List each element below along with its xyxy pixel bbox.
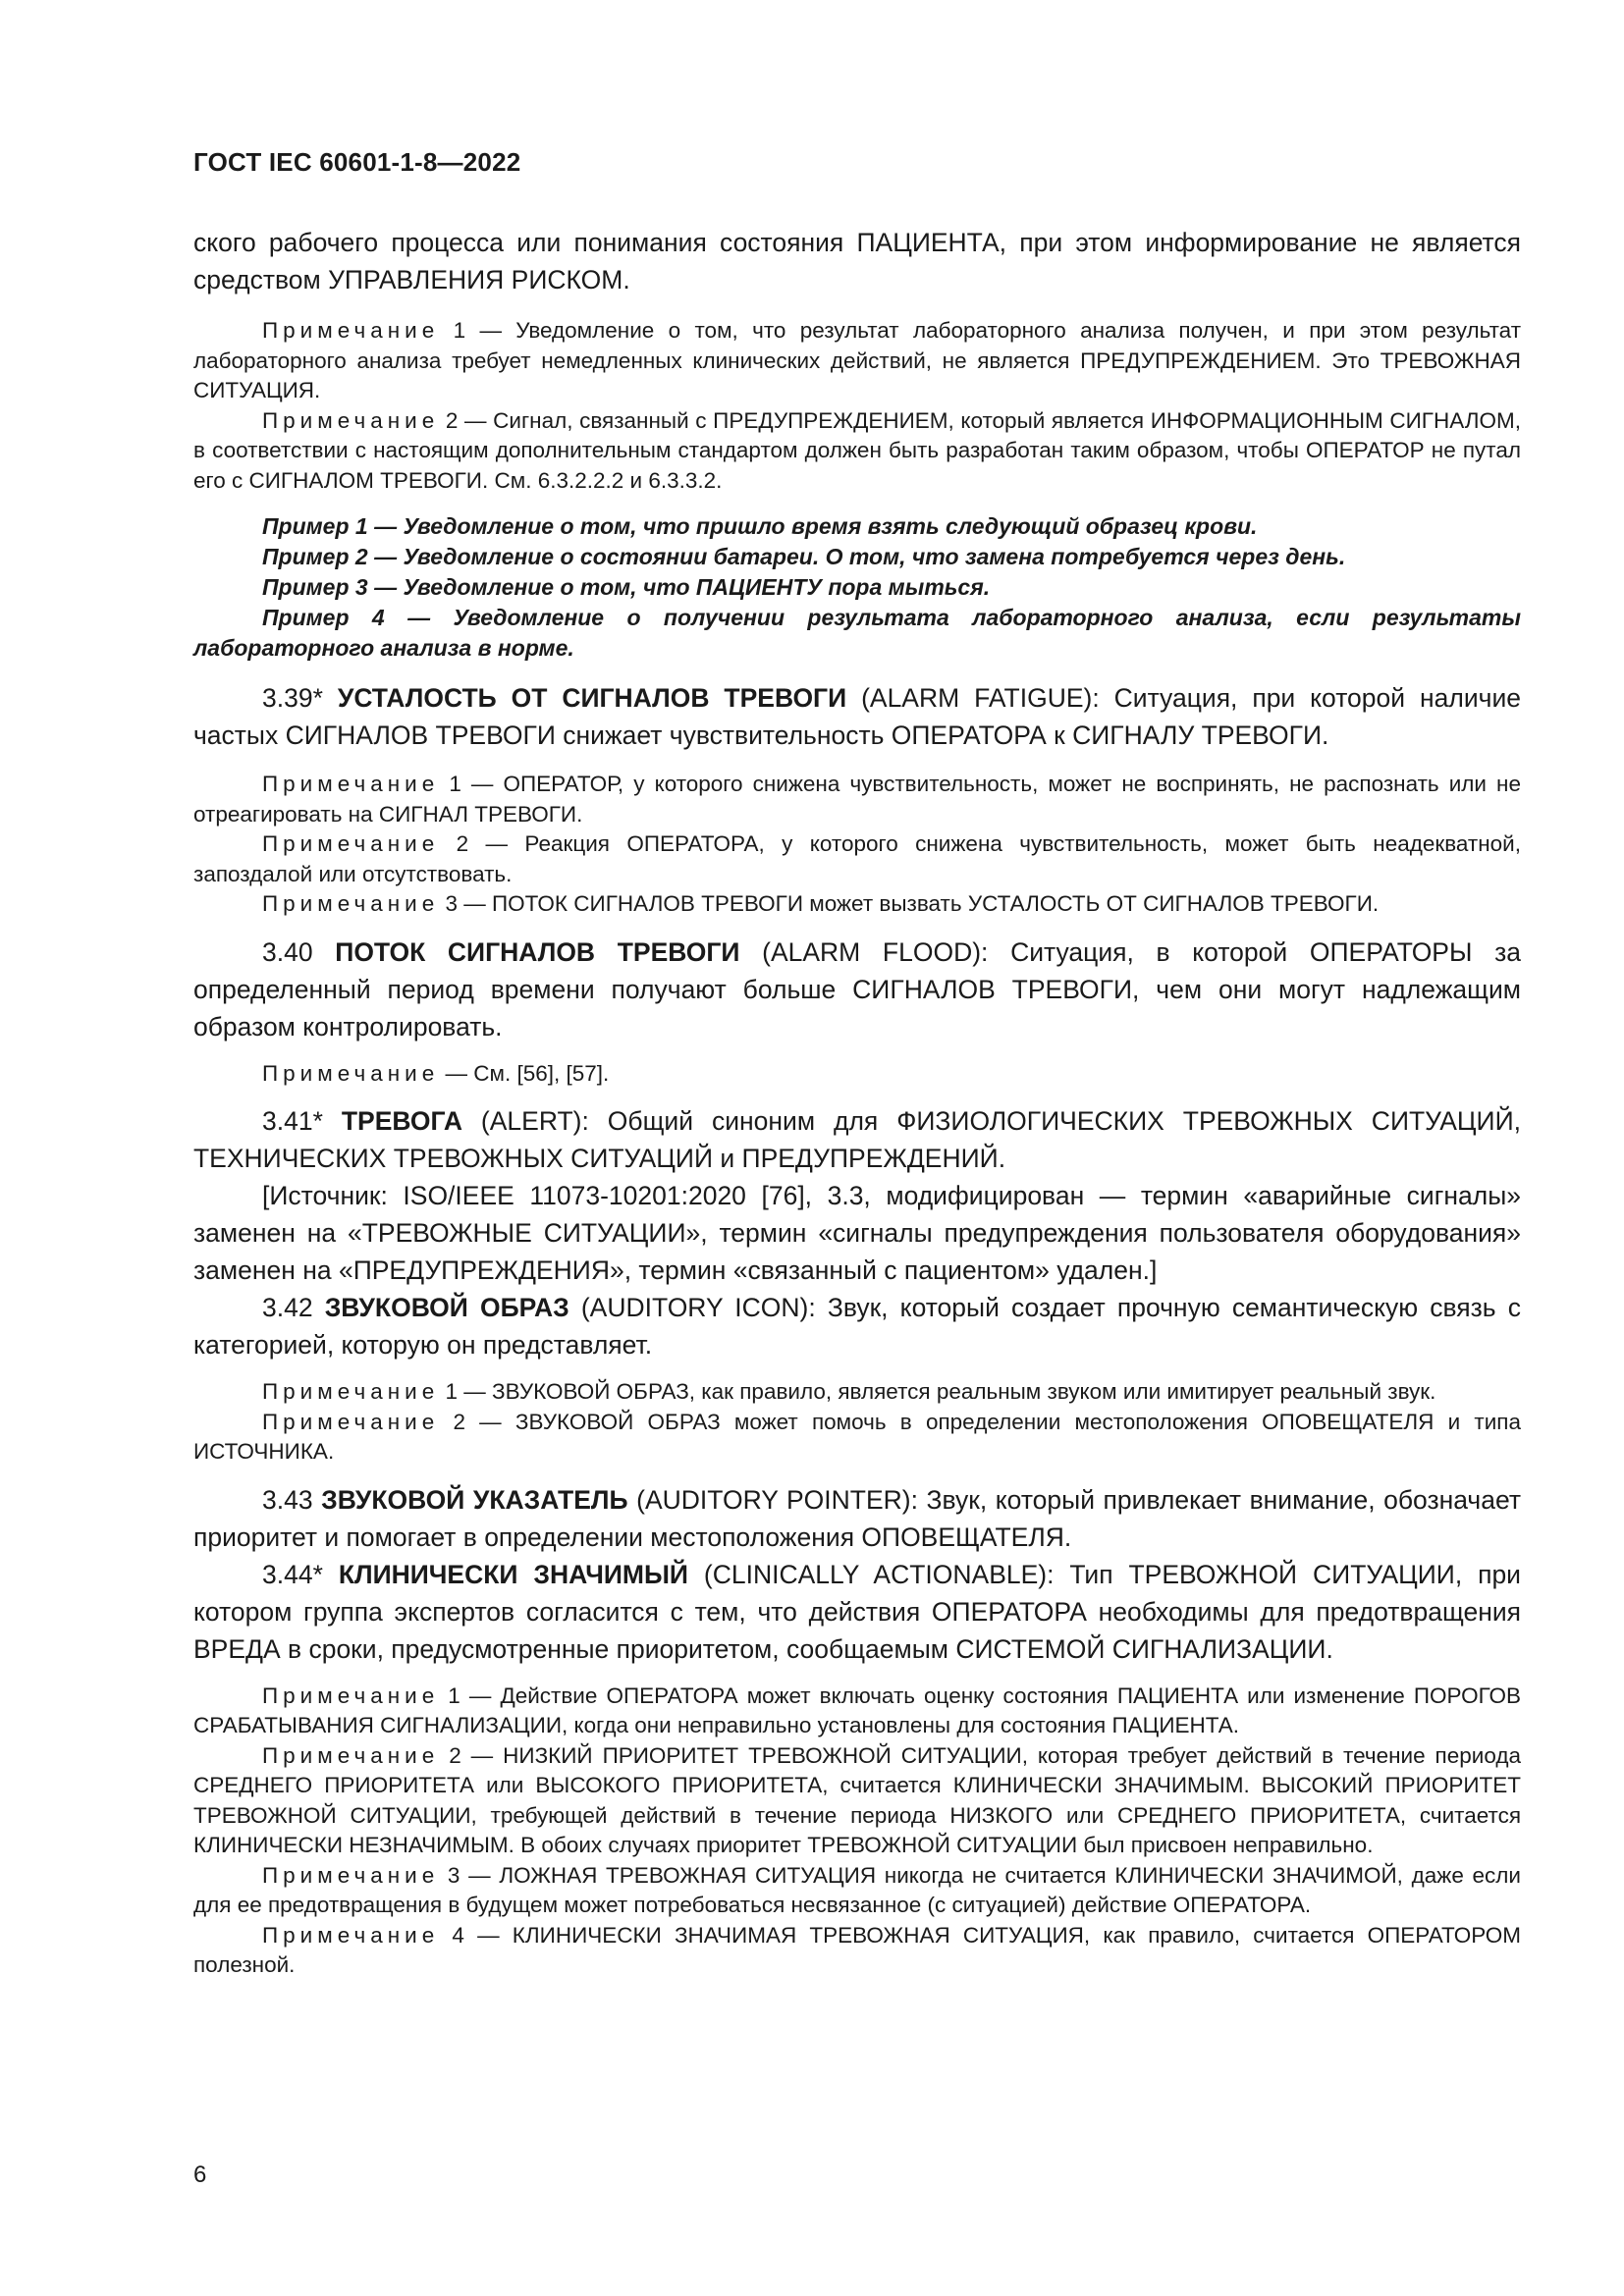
note: [193, 1377, 1521, 1408]
note-label: Примечание: [262, 1742, 440, 1768]
example: Пример 4 — Уведомление о получении результата лабораторного анализа, если результаты лабораторного анализа в норме.: [193, 605, 1521, 661]
note-label: Примечание: [262, 1060, 440, 1086]
note: [193, 770, 1521, 829]
term-number: 3.42: [262, 1293, 325, 1322]
term-text: (CLINICALLY ACTIONABLE): Тип ТРЕВОЖНОЙ СИТУАЦИИ, при котором группа экспертов согласится с тем, что действия ОПЕРАТОРА необходимы для предотвращения ВРЕДА в сроки, предусмотренные приоритетом, сообщаемым СИСТЕМОЙ СИГНАЛИЗАЦИИ.: [193, 1559, 1521, 1664]
note-label: Примечание: [262, 1379, 440, 1404]
term-text: (AUDITORY ICON): Звук, который создает прочную семантическую связь с категорией, которую он представляет.: [193, 1293, 1521, 1360]
note-text: — См. [56], [57].: [439, 1060, 610, 1086]
note-text: 4 — КЛИНИЧЕСКИ ЗНАЧИМАЯ ТРЕВОЖНАЯ СИТУАЦИЯ, как правило, считается ОПЕРАТОРОМ полезной.: [193, 1922, 1521, 1977]
example: Пример 2 — Уведомление о состоянии батареи. О том, что замена потребуется через день.: [262, 544, 1346, 569]
note: [193, 316, 1521, 406]
paragraph: ского рабочего процесса или понимания состояния ПАЦИЕНТА, при этом информирование не является средством УПРАВЛЕНИЯ РИСКОМ.: [193, 228, 1521, 294]
note-text: 2 — НИЗКИЙ ПРИОРИТЕТ ТРЕВОЖНОЙ СИТУАЦИИ, которая требует действий в течение периода СРЕДНЕГО ПРИОРИТЕТА или ВЫСОКОГО ПРИОРИТЕТА, считается КЛИНИЧЕСКИ ЗНАЧИМЫМ. ВЫСОКИЙ ПРИОРИТЕТ ТРЕВОЖНОЙ СИТУАЦИИ, требующей действий в течение периода НИЗКОГО или СРЕДНЕГО ПРИОРИТЕТА, считается КЛИНИЧЕСКИ НЕЗНАЧИМЫМ. В обоих случаях приоритет ТРЕВОЖНОЙ СИТУАЦИИ был присвоен неправильно.: [193, 1742, 1521, 1857]
example: Пример 1 — Уведомление о том, что пришло время взять следующий образец крови.: [262, 513, 1258, 539]
note: [193, 1741, 1521, 1861]
note-text: 1 — Уведомление о том, что результат лабораторного анализа получен, и при этом результат лабораторного анализа требует немедленных клинических действий, не является ПРЕДУПРЕЖДЕНИЕМ. Это ТРЕВОЖНАЯ СИТУАЦИЯ.: [193, 318, 1521, 402]
term-text: (ALARM FLOOD): Ситуация, в которой ОПЕРАТОРЫ за определенный период времени получают больше СИГНАЛОВ ТРЕВОГИ, чем они могут надлежащим образом контролировать.: [193, 936, 1522, 1041]
note-text: 3 — ЛОЖНАЯ ТРЕВОЖНАЯ СИТУАЦИЯ никогда не считается КЛИНИЧЕСКИ ЗНАЧИМОЙ, даже если для ее предотвращения в будущем может потребоваться несвязанное (с ситуацией) действие ОПЕРАТОРА.: [193, 1862, 1521, 1917]
term-number: 3.41*: [262, 1106, 342, 1136]
example: Пример 3 — Уведомление о том, что ПАЦИЕНТУ пора мыться.: [262, 574, 991, 600]
document-header: ГОСТ IEC 60601-1-8—2022: [193, 147, 521, 177]
note-label: Примечание: [262, 407, 440, 433]
note-label: Примечание: [262, 772, 440, 796]
source-reference: [Источник: ISO/IEEE 11073-10201:2020 [76], 3.3, модифицирован — термин «аварийные сигналы» заменен на «ТРЕВОЖНЫЕ СИТУАЦИИ», термин «сигналы предупреждения пользователя оборудования» заменен на «ПРЕДУПРЕЖДЕНИЯ», термин «связанный с пациентом» удален.]: [193, 1181, 1521, 1285]
term-number: 3.44*: [262, 1559, 339, 1589]
note-label: Примечание: [262, 831, 440, 856]
document-body: [193, 224, 1521, 1981]
note-label: Примечание: [262, 891, 440, 916]
term-definition: [193, 1481, 1521, 1556]
term-text: (AUDITORY POINTER): Звук, который привлекает внимание, обозначает приоритет и помогает в определении местоположения ОПОВЕЩАТЕЛЯ.: [193, 1484, 1521, 1552]
term-text: (ALARM FATIGUE): Ситуация, при которой наличие частых СИГНАЛОВ ТРЕВОГИ снижает чувствительность ОПЕРАТОРА к СИГНАЛУ ТРЕВОГИ.: [193, 683, 1521, 750]
term-name: ЗВУКОВОЙ ОБРАЗ: [324, 1293, 569, 1322]
note: [193, 1408, 1521, 1468]
note: [193, 1059, 1521, 1090]
page-number: 6: [193, 2162, 207, 2188]
note: [193, 829, 1521, 889]
note: [193, 1682, 1521, 1741]
note-label: Примечание: [262, 1862, 440, 1888]
term-definition: [193, 1556, 1521, 1668]
note-text: 1 — ЗВУКОВОЙ ОБРАЗ, как правило, является реальным звуком или имитирует реальный звук.: [439, 1379, 1436, 1404]
note: [193, 1921, 1521, 1981]
term-name: КЛИНИЧЕСКИ ЗНАЧИМЫЙ: [338, 1559, 688, 1589]
term-name: ТРЕВОГА: [341, 1106, 462, 1136]
term-definition: [193, 934, 1521, 1045]
note-text: 2 — Сигнал, связанный с ПРЕДУПРЕЖДЕНИЕМ, который является ИНФОРМАЦИОННЫМ СИГНАЛОМ, в соответствии с настоящим дополнительным стандартом должен быть разработан таким образом, чтобы ОПЕРАТОР не путал его с СИГНАЛОМ ТРЕВОГИ. См. 6.3.2.2.2 и 6.3.3.2.: [193, 407, 1521, 493]
note-text: 2 — ЗВУКОВОЙ ОБРАЗ может помочь в определении местоположения ОПОВЕЩАТЕЛЯ и типа ИСТОЧНИКА.: [193, 1409, 1521, 1464]
term-definition: [193, 1102, 1521, 1177]
note-label: Примечание: [262, 1922, 440, 1948]
note: [193, 889, 1521, 920]
term-number: 3.39*: [262, 683, 338, 713]
note-label: Примечание: [262, 1682, 440, 1708]
term-name: ЗВУКОВОЙ УКАЗАТЕЛЬ: [321, 1484, 628, 1515]
term-number: 3.43: [262, 1484, 322, 1515]
term-definition: [193, 679, 1521, 754]
note-label: Примечание: [262, 318, 440, 343]
term-name: УСТАЛОСТЬ ОТ СИГНАЛОВ ТРЕВОГИ: [337, 683, 847, 713]
term-number: 3.40: [262, 936, 336, 967]
note-text: 3 — ПОТОК СИГНАЛОВ ТРЕВОГИ может вызвать УСТАЛОСТЬ ОТ СИГНАЛОВ ТРЕВОГИ.: [439, 891, 1380, 916]
note-text: 2 — Реакция ОПЕРАТОРА, у которого снижена чувствительность, может быть неадекватной, запоздалой или отсутствовать.: [193, 831, 1521, 886]
term-name: ПОТОК СИГНАЛОВ ТРЕВОГИ: [335, 936, 740, 967]
note-label: Примечание: [262, 1409, 440, 1434]
note: [193, 1861, 1521, 1921]
note-text: 1 — ОПЕРАТОР, у которого снижена чувствительность, может не воспринять, не распознать или не отреагировать на СИГНАЛ ТРЕВОГИ.: [193, 772, 1521, 827]
note-text: 1 — Действие ОПЕРАТОРА может включать оценку состояния ПАЦИЕНТА или изменение ПОРОГОВ СРАБАТЫВАНИЯ СИГНАЛИЗАЦИИ, когда они неправильно установлены для состояния ПАЦИЕНТА.: [193, 1682, 1521, 1737]
note: [193, 406, 1521, 497]
term-text: (ALERT): Общий синоним для ФИЗИОЛОГИЧЕСКИХ ТРЕВОЖНЫХ СИТУАЦИЙ, ТЕХНИЧЕСКИХ ТРЕВОЖНЫХ СИТУАЦИЙ и ПРЕДУПРЕЖДЕНИЙ.: [193, 1106, 1521, 1173]
term-definition: [193, 1289, 1521, 1363]
